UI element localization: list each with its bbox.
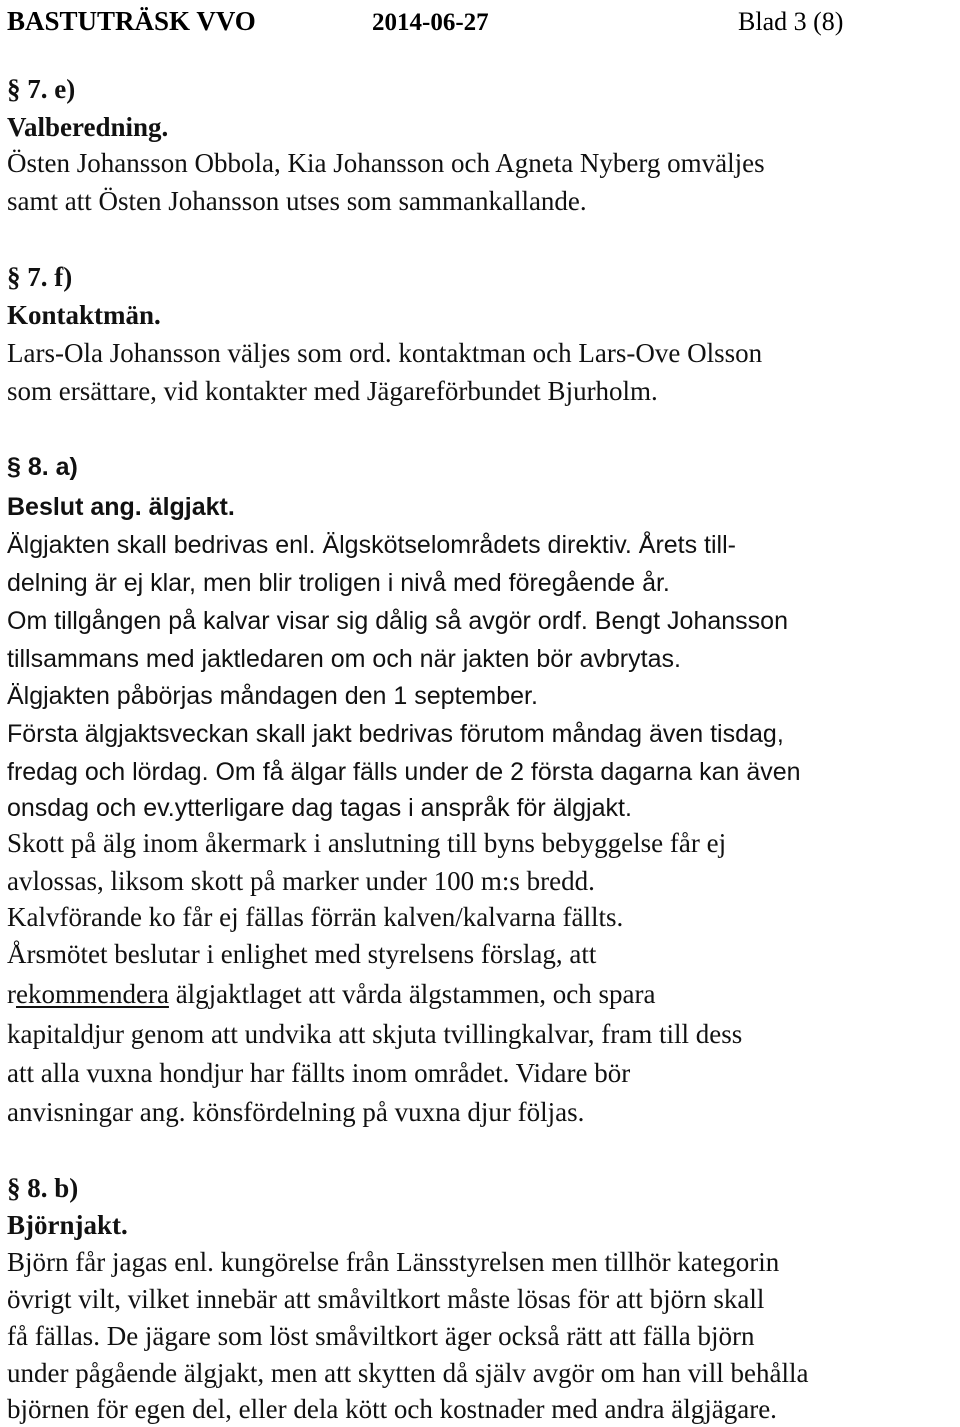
decision-line xyxy=(7,981,656,1008)
section-8a-line: Älgjakten skall bedrivas enl. Älgskötselområdets direktiv. Årets till- xyxy=(7,531,736,559)
section-8b-line: övrigt vilt, vilket innebär att småviltkort måste lösas för att björn skall xyxy=(7,1284,765,1314)
section-8b-line: björnen för egen del, eller dela kött och kostnader med andra älgjägare. xyxy=(7,1394,777,1424)
section-8b-number: § 8. b) xyxy=(7,1173,79,1203)
section-8a-line: Första älgjaktsveckan skall jakt bedrivas förutom måndag även tisdag, xyxy=(7,720,784,748)
section-7f-line: Lars-Ola Johansson väljes som ord. kontaktman och Lars-Ove Olsson xyxy=(7,338,763,368)
section-8b-title: Björnjakt. xyxy=(7,1210,128,1240)
section-8a-line: Om tillgången på kalvar visar sig dålig så avgör ordf. Bengt Johansson xyxy=(7,607,788,635)
section-8b-line: under pågående älgjakt, men att skytten då själv avgör om han vill behålla xyxy=(7,1358,809,1388)
decision-line: anvisningar ang. könsfördelning på vuxna djur följas. xyxy=(7,1097,585,1127)
section-8a-rule-line: Skott på älg inom åkermark i anslutning till byns bebyggelse får ej xyxy=(7,828,727,858)
section-7e-number: § 7. e) xyxy=(7,74,76,104)
section-8a-line: fredag och lördag. Om få älgar fälls under de 2 första dagarna kan även xyxy=(7,758,801,786)
header-page-number: Blad 3 (8) xyxy=(738,7,844,36)
section-8a-line: delning är ej klar, men blir troligen i nivå med föregående år. xyxy=(7,569,670,597)
decision-text: älgjaktlaget att vårda älgstammen, och spara xyxy=(168,979,656,1009)
decision-line: kapitaldjur genom att undvika att skjuta tvillingkalvar, fram till dess xyxy=(7,1019,743,1049)
header-org: BASTUTRÄSK VVO xyxy=(7,6,256,36)
section-8b-line: Björn får jagas enl. kungörelse från Länsstyrelsen men tillhör kategorin xyxy=(7,1247,780,1277)
section-7f-title: Kontaktmän. xyxy=(7,300,161,330)
section-7e-line: samt att Östen Johansson utses som sammankallande. xyxy=(7,186,587,216)
section-8a-line: onsdag och ev.ytterligare dag tagas i anspråk för älgjakt. xyxy=(7,794,632,822)
header-date: 2014-06-27 xyxy=(372,9,489,36)
decision-text: r xyxy=(7,979,16,1009)
section-7f-line: som ersättare, vid kontakter med Jägareförbundet Bjurholm. xyxy=(7,376,658,406)
section-7e-title: Valberedning. xyxy=(7,112,169,142)
decision-line: Årsmötet beslutar i enlighet med styrelsens förslag, att xyxy=(7,939,597,969)
section-8a-rule-line: Kalvförande ko får ej fällas förrän kalven/kalvarna fällts. xyxy=(7,902,624,932)
section-7f-number: § 7. f) xyxy=(7,262,73,292)
section-7e-line: Östen Johansson Obbola, Kia Johansson och Agneta Nyberg omväljes xyxy=(7,148,765,178)
section-8a-title: Beslut ang. älgjakt. xyxy=(7,493,235,521)
section-8a-line: tillsammans med jaktledaren om och när jakten bör avbrytas. xyxy=(7,645,681,673)
decision-line: att alla vuxna hondjur har fällts inom området. Vidare bör xyxy=(7,1058,631,1088)
section-8a-rule-line: avlossas, liksom skott på marker under 100 m:s bredd. xyxy=(7,866,595,896)
section-8b-line: få fällas. De jägare som löst småviltkort äger också rätt att fälla björn xyxy=(7,1321,755,1351)
section-8a-number: § 8. a) xyxy=(7,453,78,481)
underlined-word: ekommendera xyxy=(16,979,169,1009)
section-8a-line: Älgjakten påbörjas måndagen den 1 september. xyxy=(7,682,538,710)
